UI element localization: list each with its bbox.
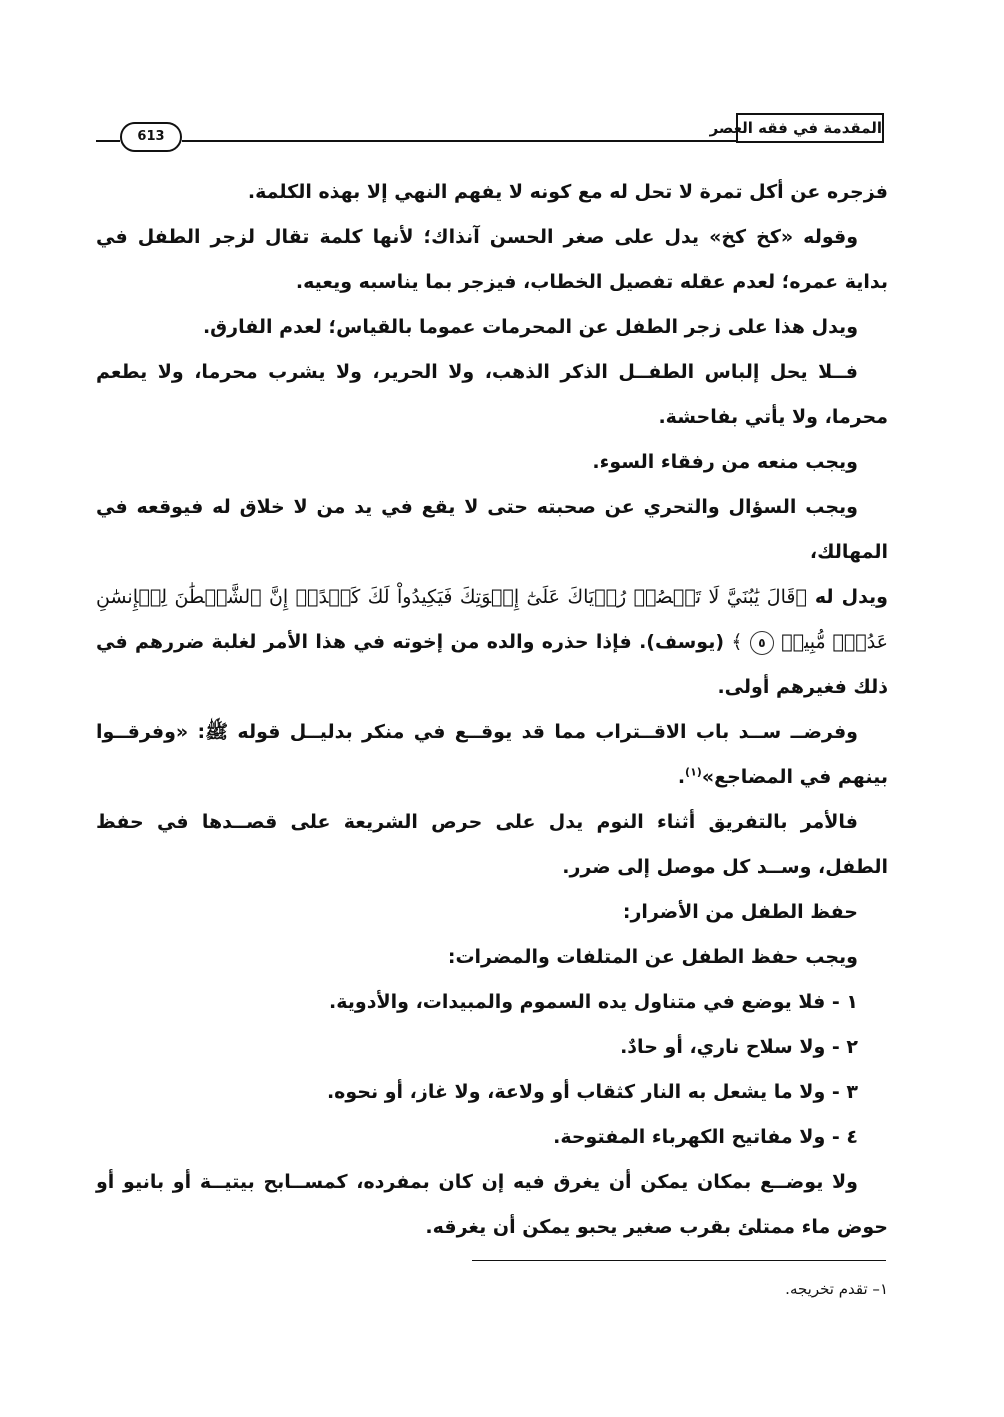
- paragraph-5: ويجب منعه من رفقاء السوء.: [592, 451, 858, 473]
- header-rule: [182, 140, 738, 142]
- ayah-number-mark: ٥: [750, 631, 774, 655]
- paragraph-9: فالأمر بالتفريق أثناء النوم يدل على حرص الشريعة على قصــدها في حفظ الطفل، وســد كل موصل إلى ضرر.: [96, 811, 888, 878]
- footnote-reference-1[interactable]: (١): [685, 765, 702, 779]
- paragraph-6: ويجب السؤال والتحري عن صحبته حتى لا يقع في يد من لا خلاق له فيوقعه في المهالك،: [96, 496, 888, 563]
- footnote-1: ١– تقدم تخريجه.: [785, 1280, 888, 1298]
- paragraph-8: [96, 710, 888, 800]
- quran-verse: ﴿قَالَ يَٰبُنَيَّ لَا تَقۡصُصۡ رُءۡيَاكَ عَلَىٰٓ إِخۡوَتِكَ فَيَكِيدُواْ لَكَ كَيۡدًاۖ إِنَّ ٱلشَّيۡطَٰنَ لِلۡإِنسَٰنِ عَدُوّٞ مُّبِينٞ: [96, 586, 889, 653]
- quran-verse-close: ﴾: [731, 631, 743, 653]
- header-rule-left: [96, 140, 120, 142]
- page-number: 613: [120, 122, 182, 152]
- list-item-4: ٤ - ولا مفاتيح الكهرباء المفتوحة.: [553, 1126, 858, 1148]
- list-item-1: ١ - فلا يوضع في متناول يده السموم والمبيدات، والأدوية.: [329, 991, 858, 1013]
- paragraph-4: فــلا يحل إلباس الطفــل الذكر الذهب، ولا الحرير، ولا يشرب محرما، ولا يطعم محرما، ولا يأتي بفاحشة.: [96, 361, 888, 428]
- paragraph-7-lead: ويدل له: [814, 586, 888, 608]
- section-heading: حفظ الطفل من الأضرار:: [622, 901, 858, 923]
- paragraph-7-rest: (يوسف). فإذا حذره والده من إخوته في هذا الأمر لغلبة ضررهم في ذلك فغيرهم أولى.: [96, 631, 888, 698]
- paragraph-1: فزجره عن أكل تمرة لا تحل له مع كونه لا يفهم النهي إلا بهذه الكلمة.: [247, 181, 888, 203]
- paragraph-3: ويدل هذا على زجر الطفل عن المحرمات عموما بالقياس؛ لعدم الفارق.: [202, 316, 858, 338]
- running-header-title: المقدمة في فقه العصر: [736, 113, 884, 143]
- main-text: [96, 170, 888, 1250]
- paragraph-11: ولا يوضــع بمكان يمكن أن يغرق فيه إن كان بمفرده، كمســابح بيتيــة أو بانيو أو حوض ماء ممتلئ بقرب صغير يحبو يمكن أن يغرقه.: [96, 1171, 888, 1238]
- paragraph-8-end: .: [677, 766, 686, 788]
- paragraph-8-text: وفرضــ ســد باب الاقــتراب مما قد يوقــع في منكر بدليــل قوله ﷺ: «وفرقــوا بينهم في المضاجع»: [96, 721, 888, 788]
- paragraph-7: [96, 575, 888, 710]
- paragraph-2: وقوله «كخ كخ» يدل على صغر الحسن آنذاك؛ لأنها كلمة تقال لزجر الطفل في بداية عمره؛ لعدم عقله تفصيل الخطاب، فيزجر بما يناسبه ويعيه.: [96, 226, 888, 293]
- footnote-separator: [472, 1260, 886, 1261]
- list-item-3: ٣ - ولا ما يشعل به النار كثقاب أو ولاعة، ولا غاز، أو نحوه.: [326, 1081, 858, 1103]
- paragraph-10: ويجب حفظ الطفل عن المتلفات والمضرات:: [447, 946, 858, 968]
- list-item-2: ٢ - ولا سلاح ناري، أو حادٌ.: [620, 1036, 858, 1058]
